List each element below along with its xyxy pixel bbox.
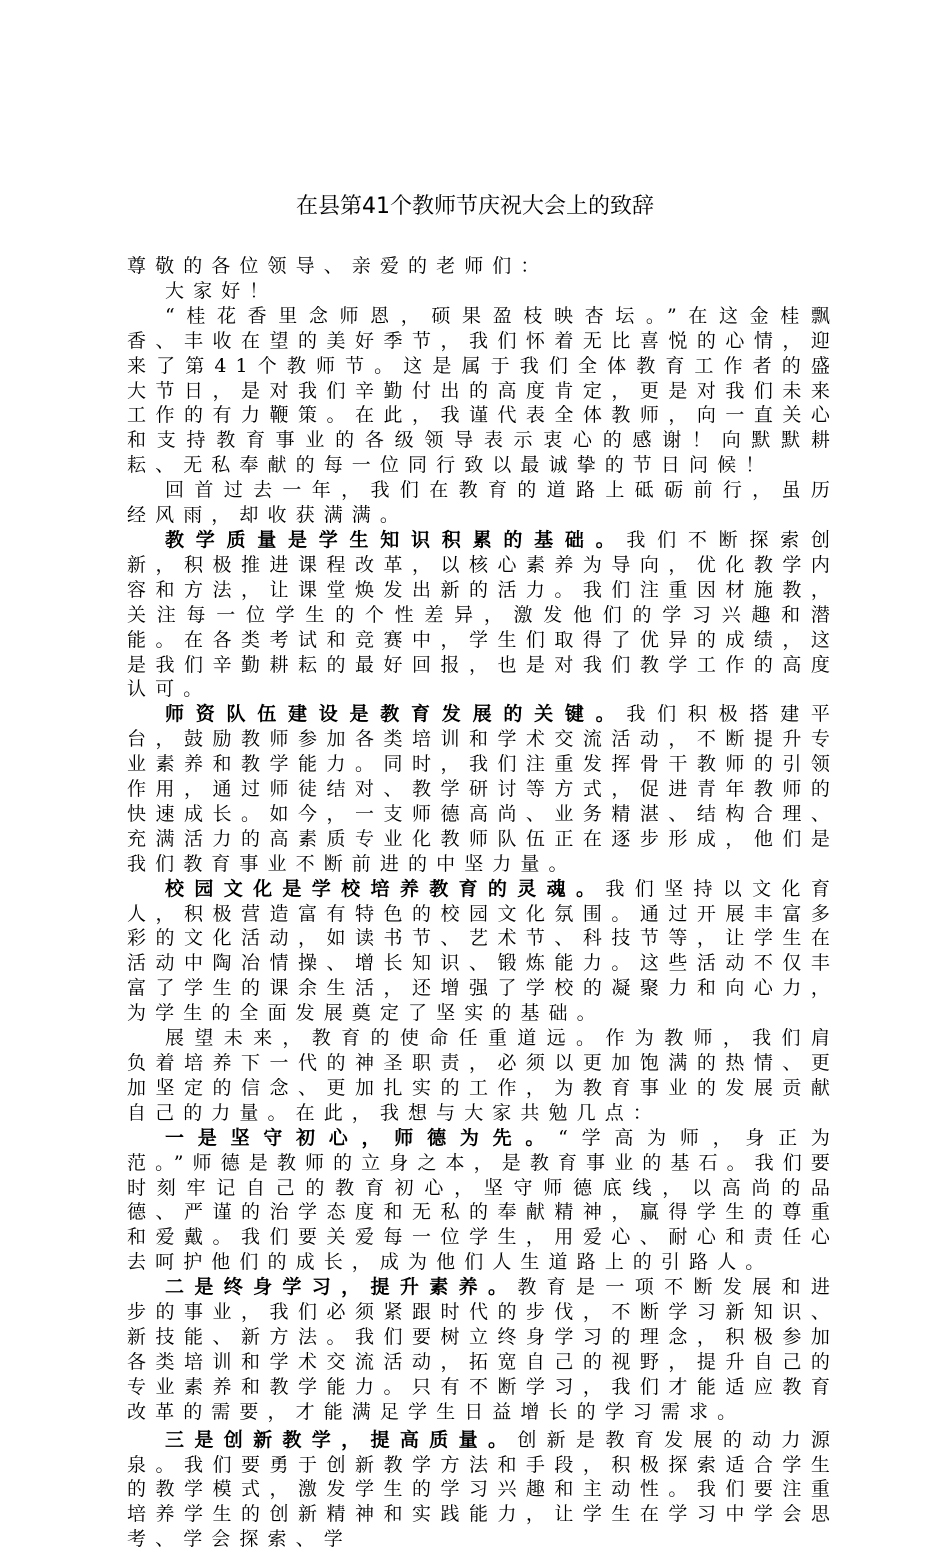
paragraph	[127, 304, 839, 478]
paragraph-text: 我们不断探索创新，积极推进课程改革，以核心素养为导向，优化教学内容和方法，让课堂焕发出新的活力。我们注重因材施教，关注每一位学生的个性差异，激发他们的学习兴趣和潜能。在各类考试和竞赛中，学生们取得了优异的成绩，这是我们辛勤耕耘的最好回报，也是对我们教学工作的高度认可。	[127, 528, 839, 701]
paragraph	[127, 528, 839, 702]
paragraph-lead: 一是坚守初心，师德为先。	[165, 1126, 559, 1149]
paragraph-text: 大家好！	[165, 279, 278, 302]
paragraph	[127, 478, 839, 528]
paragraph	[127, 1428, 839, 1552]
paragraph-lead: 教学质量是学生知识积累的基础。	[165, 528, 627, 551]
paragraph-text: 创新是教育发展的动力源泉。我们要勇于创新教学方法和手段，积极探索适合学生的教学模式，激发学生的学习兴趣和主动性。我们要注重培养学生的创新精神和实践能力，让学生在学习中学会思考、学会探索、学	[127, 1428, 839, 1551]
paragraph-text: “桂花香里念师恩，硕果盈枝映杏坛。”在这金桂飘香、丰收在望的美好季节，我们怀着无比喜悦的心情，迎来了第41个教师节。这是属于我们全体教育工作者的盛大节日，是对我们辛勤付出的高度肯定，更是对我们未来工作的有力鞭策。在此，我谨代表全体教师，向一直关心和支持教育事业的各级领导表示衷心的感谢！向默默耕耘、无私奉献的每一位同行致以最诚挚的节日问候！	[127, 304, 839, 477]
document-body	[127, 254, 839, 1552]
salutation: 尊敬的各位领导、亲爱的老师们：	[127, 255, 549, 277]
paragraph-lead: 三是创新教学，提高质量。	[165, 1428, 518, 1451]
paragraph-list	[127, 279, 839, 1552]
paragraph	[127, 877, 839, 1026]
paragraph-text: 展望未来，教育的使命任重道远。作为教师，我们肩负着培养下一代的神圣职责，必须以更加饱满的热情、更加坚定的信念、更加扎实的工作，为教育事业的发展贡献自己的力量。在此，我想与大家共勉几点：	[127, 1027, 839, 1124]
paragraph-lead: 二是终身学习，提升素养。	[165, 1276, 518, 1299]
paragraph	[127, 279, 839, 304]
paragraph-text: 回首过去一年，我们在教育的道路上砥砺前行，虽历经风雨，却收获满满。	[127, 479, 839, 527]
paragraph-text: 我们坚持以文化育人，积极营造富有特色的校园文化氛围。通过开展丰富多彩的文化活动，如读书节、艺术节、科技节等，让学生在活动中陶冶情操、增长知识、锻炼能力。这些活动不仅丰富了学生的课余生活，还增强了学校的凝聚力和向心力，为学生的全面发展奠定了坚实的基础。	[127, 877, 839, 1025]
paragraph	[127, 702, 839, 876]
document-title: 在县第41个教师节庆祝大会上的致辞	[296, 194, 654, 219]
paragraph-lead: 师资队伍建设是教育发展的关键。	[165, 703, 627, 726]
paragraph-lead: 校园文化是学校培养教育的灵魂。	[165, 877, 606, 900]
paragraph-text: 我们积极搭建平台，鼓励教师参加各类培训和学术交流活动，不断提升专业素养和教学能力。同时，我们注重发挥骨干教师的引领作用，通过师徒结对、教学研讨等方式，促进青年教师的快速成长。如今，一支师德高尚、业务精湛、结构合理、充满活力的高素质专业化教师队伍正在逐步形成，他们是我们教育事业不断前进的中坚力量。	[127, 703, 839, 875]
paragraph	[127, 1126, 839, 1275]
paragraph	[127, 1026, 839, 1126]
paragraph-text: “学高为师，身正为范。”师德是教师的立身之本，是教育事业的基石。我们要时刻牢记自己的教育初心，坚守师德底线，以高尚的品德、严谨的治学态度和无私的奉献精神，赢得学生的尊重和爱戴。我们要关爱每一位学生，用爱心、耐心和责任心去呵护他们的成长，成为他们人生道路上的引路人。	[127, 1126, 839, 1274]
paragraph-text: 教育是一项不断发展和进步的事业，我们必须紧跟时代的步伐，不断学习新知识、新技能、新方法。我们要树立终身学习的理念，积极参加各类培训和学术交流活动，拓宽自己的视野，提升自己的专业素养和教学能力。只有不断学习，我们才能适应教育改革的需要，才能满足学生日益增长的学习需求。	[127, 1276, 839, 1423]
paragraph	[127, 1275, 839, 1424]
